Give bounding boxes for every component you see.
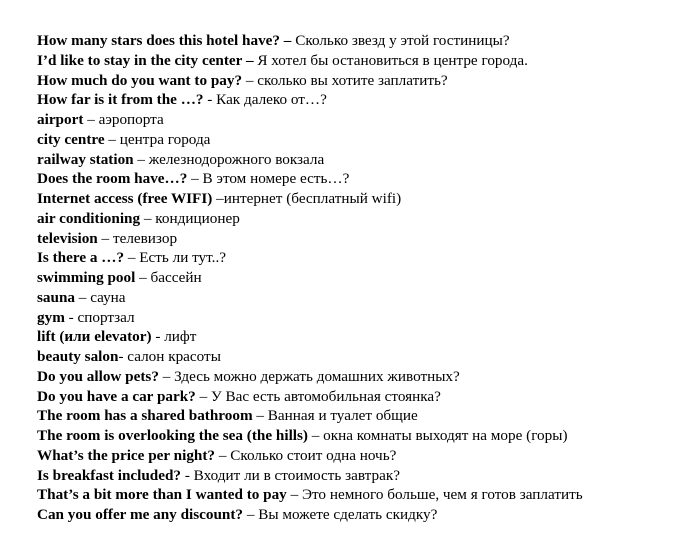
phrase-line [37, 229, 677, 249]
russian-translation: – окна комнаты выходят на море (горы) [307, 427, 568, 444]
english-phrase: gym [37, 308, 65, 326]
english-phrase: How much do you want to pay? [37, 71, 243, 89]
english-phrase: The room has a shared bathroom [37, 407, 253, 425]
english-phrase: Is there a …? [37, 249, 125, 267]
russian-translation: – железнодорожного вокзала [133, 150, 325, 168]
phrase-line [37, 406, 677, 426]
phrase-line [37, 90, 677, 110]
russian-translation: Сколько звезд у этой гостиницы? [291, 32, 510, 49]
russian-translation: – Вы можете сделать скидку? [243, 506, 438, 523]
russian-translation: - Входит ли в стоимость завтрак? [181, 466, 400, 484]
russian-translation: – В этом номере есть…? [187, 170, 350, 188]
phrase-line [37, 327, 677, 347]
russian-translation: – кондиционер [140, 209, 240, 227]
russian-translation: – Ванная и туалет общие [252, 407, 418, 425]
phrase-line [37, 347, 677, 367]
english-phrase: Is breakfast included? [37, 466, 182, 484]
phrase-line [37, 209, 677, 229]
phrase-line [37, 466, 677, 486]
english-phrase: How far is it from the …? [37, 91, 204, 109]
english-phrase: swimming pool [37, 269, 136, 286]
phrase-line [37, 426, 677, 446]
russian-translation: Я хотел бы остановиться в центре города. [253, 51, 528, 69]
english-phrase: railway station [37, 150, 134, 168]
russian-translation: - салон красоты [118, 348, 221, 365]
english-phrase: sauna [37, 288, 75, 306]
russian-translation: –интернет (бесплатный wifi) [212, 190, 402, 207]
russian-translation: - Как далеко от…? [203, 91, 327, 109]
english-phrase: air conditioning [37, 209, 141, 227]
phrase-line [37, 71, 677, 91]
english-phrase: Does the room have…? [37, 170, 188, 188]
english-phrase: beauty salon [37, 348, 119, 365]
english-phrase: Internet access (free WIFI) [37, 190, 213, 207]
english-phrase: How many stars does this hotel have? – [37, 32, 292, 49]
phrase-line [37, 288, 677, 308]
phrase-line [37, 150, 677, 170]
russian-translation: – Есть ли тут..? [124, 249, 226, 267]
russian-translation: – Здесь можно держать домашних животных? [158, 367, 460, 385]
russian-translation: – Это немного больше, чем я готов заплатить [286, 486, 583, 504]
phrase-line [37, 189, 677, 209]
english-phrase: airport [37, 111, 84, 128]
phrase-line [37, 485, 677, 505]
phrase-line [37, 130, 677, 150]
russian-translation: - спортзал [64, 308, 135, 326]
english-phrase: city centre [37, 130, 105, 148]
phrase-line [37, 169, 677, 189]
phrase-list [37, 31, 677, 525]
english-phrase: That’s a bit more than I wanted to pay [37, 486, 287, 504]
russian-translation: – аэропорта [83, 111, 164, 128]
phrase-line [37, 308, 677, 328]
russian-translation: – У Вас есть автомобильная стоянка? [195, 387, 441, 405]
english-phrase: The room is overlooking the sea (the hills) [37, 427, 308, 444]
english-phrase: Can you offer me any discount? [37, 506, 244, 523]
russian-translation: – центра города [104, 130, 211, 148]
phrase-line [37, 387, 677, 407]
russian-translation: – сколько вы хотите заплатить? [242, 71, 448, 89]
phrase-line [37, 51, 677, 71]
russian-translation: - лифт [151, 328, 197, 346]
phrase-line [37, 248, 677, 268]
russian-translation: – сауна [75, 288, 126, 306]
russian-translation: – телевизор [97, 229, 178, 247]
phrase-line [37, 446, 677, 466]
phrase-line [37, 268, 677, 288]
english-phrase: lift (или elevator) [37, 328, 152, 346]
phrase-line [37, 367, 677, 387]
phrase-line [37, 505, 677, 525]
english-phrase: television [37, 229, 98, 247]
english-phrase: Do you have a car park? [37, 387, 196, 405]
russian-translation: – бассейн [135, 269, 202, 286]
phrase-line [37, 31, 677, 51]
english-phrase: What’s the price per night? [37, 446, 216, 464]
english-phrase: I’d like to stay in the city center – [37, 51, 254, 69]
phrase-line [37, 110, 677, 130]
english-phrase: Do you allow pets? [37, 367, 159, 385]
russian-translation: – Сколько стоит одна ночь? [215, 446, 397, 464]
